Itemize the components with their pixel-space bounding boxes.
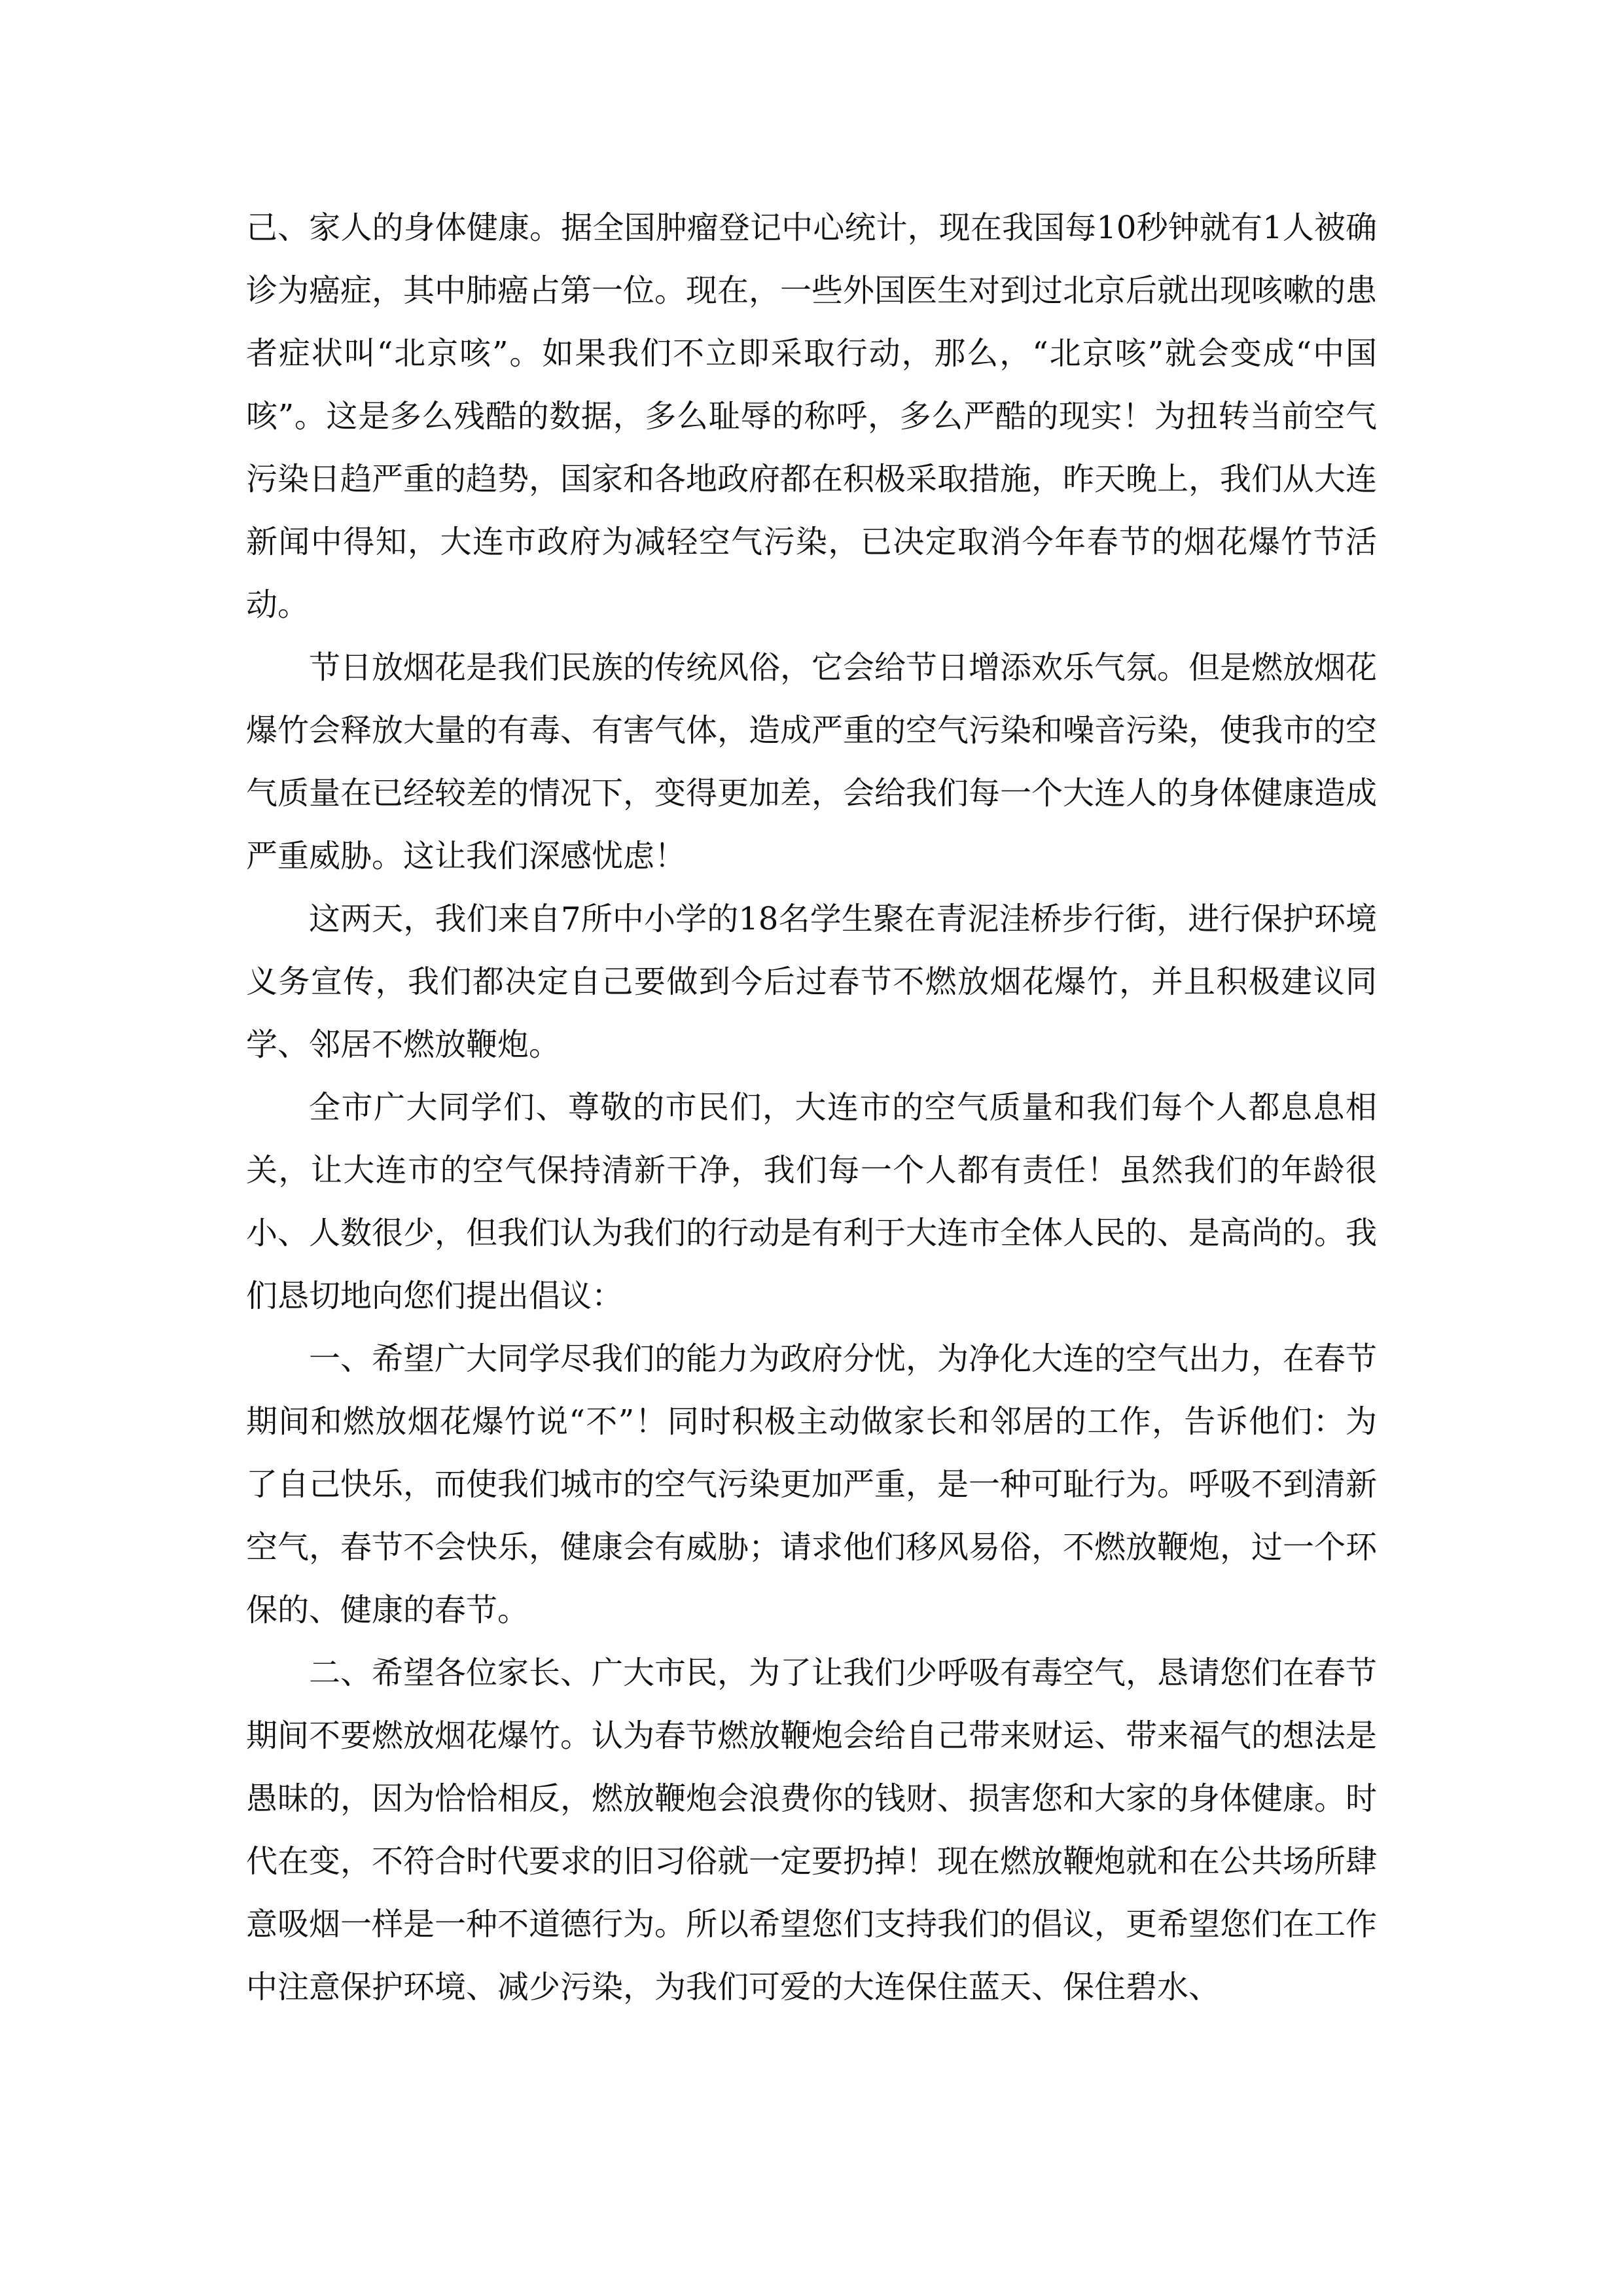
paragraph-6: 二、希望各位家长、广大市民，为了让我们少呼吸有毒空气，恳请您们在春节期间不要燃放烟花爆竹。认为春节燃放鞭炮会给自己带来财运、带来福气的想法是愚昧的，因为恰恰相反，燃放鞭炮会浪费你的钱财、损害您和大家的身体健康。时代在变，不符合时代要求的旧习俗就一定要扔掉！现在燃放鞭炮就和在公共场所肆意吸烟一样是一种不道德行为。所以希望您们支持我们的倡议，更希望您们在工作中注意保护环境、减少污染，为我们可爱的大连保住蓝天、保住碧水、 xyxy=(246,1655,1378,2005)
body-text xyxy=(246,196,1377,2018)
paragraph-2: 节日放烟花是我们民族的传统风俗，它会给节日增添欢乐气氛。但是燃放烟花爆竹会释放大量的有毒、有害气体，造成严重的空气污染和噪音污染，使我市的空气质量在已经较差的情况下，变得更加差，会给我们每一个大连人的身体健康造成严重威胁。这让我们深感忧虑！ xyxy=(246,649,1378,874)
paragraph-4: 全市广大同学们、尊敬的市民们，大连市的空气质量和我们每个人都息息相关，让大连市的空气保持清新干净，我们每一个人都有责任！虽然我们的年龄很小、人数很少，但我们认为我们的行动是有利于大连市全体人民的、是高尚的。我们恳切地向您们提出倡议： xyxy=(246,1089,1378,1314)
paragraph-3: 这两天，我们来自7所中小学的18名学生聚在青泥洼桥步行街，进行保护环境义务宣传，我们都决定自己要做到今后过春节不燃放烟花爆竹，并且积极建议同学、邻居不燃放鞭炮。 xyxy=(246,901,1377,1063)
paragraph-5: 一、希望广大同学尽我们的能力为政府分忧，为净化大连的空气出力，在春节期间和燃放烟花爆竹说“不”！同时积极主动做家长和邻居的工作，告诉他们：为了自己快乐，而使我们城市的空气污染更加严重，是一种可耻行为。呼吸不到清新空气，春节不会快乐，健康会有威胁；请求他们移风易俗，不燃放鞭炮，过一个环保的、健康的春节。 xyxy=(246,1340,1378,1628)
paragraph-1: 己、家人的身体健康。据全国肿瘤登记中心统计，现在我国每10秒钟就有1人被确诊为癌症，其中肺癌占第一位。现在，一些外国医生对到过北京后就出现咳嗽的患者症状叫“北京咳”。如果我们不立即采取行动，那么，“北京咳”就会变成“中国咳”。这是多么残酷的数据，多么耻辱的称呼，多么严酷的现实！为扭转当前空气污染日趋严重的趋势，国家和各地政府都在积极采取措施，昨天晚上，我们从大连新闻中得知，大连市政府为减轻空气污染，已决定取消今年春节的烟花爆竹节活动。 xyxy=(246,209,1378,623)
